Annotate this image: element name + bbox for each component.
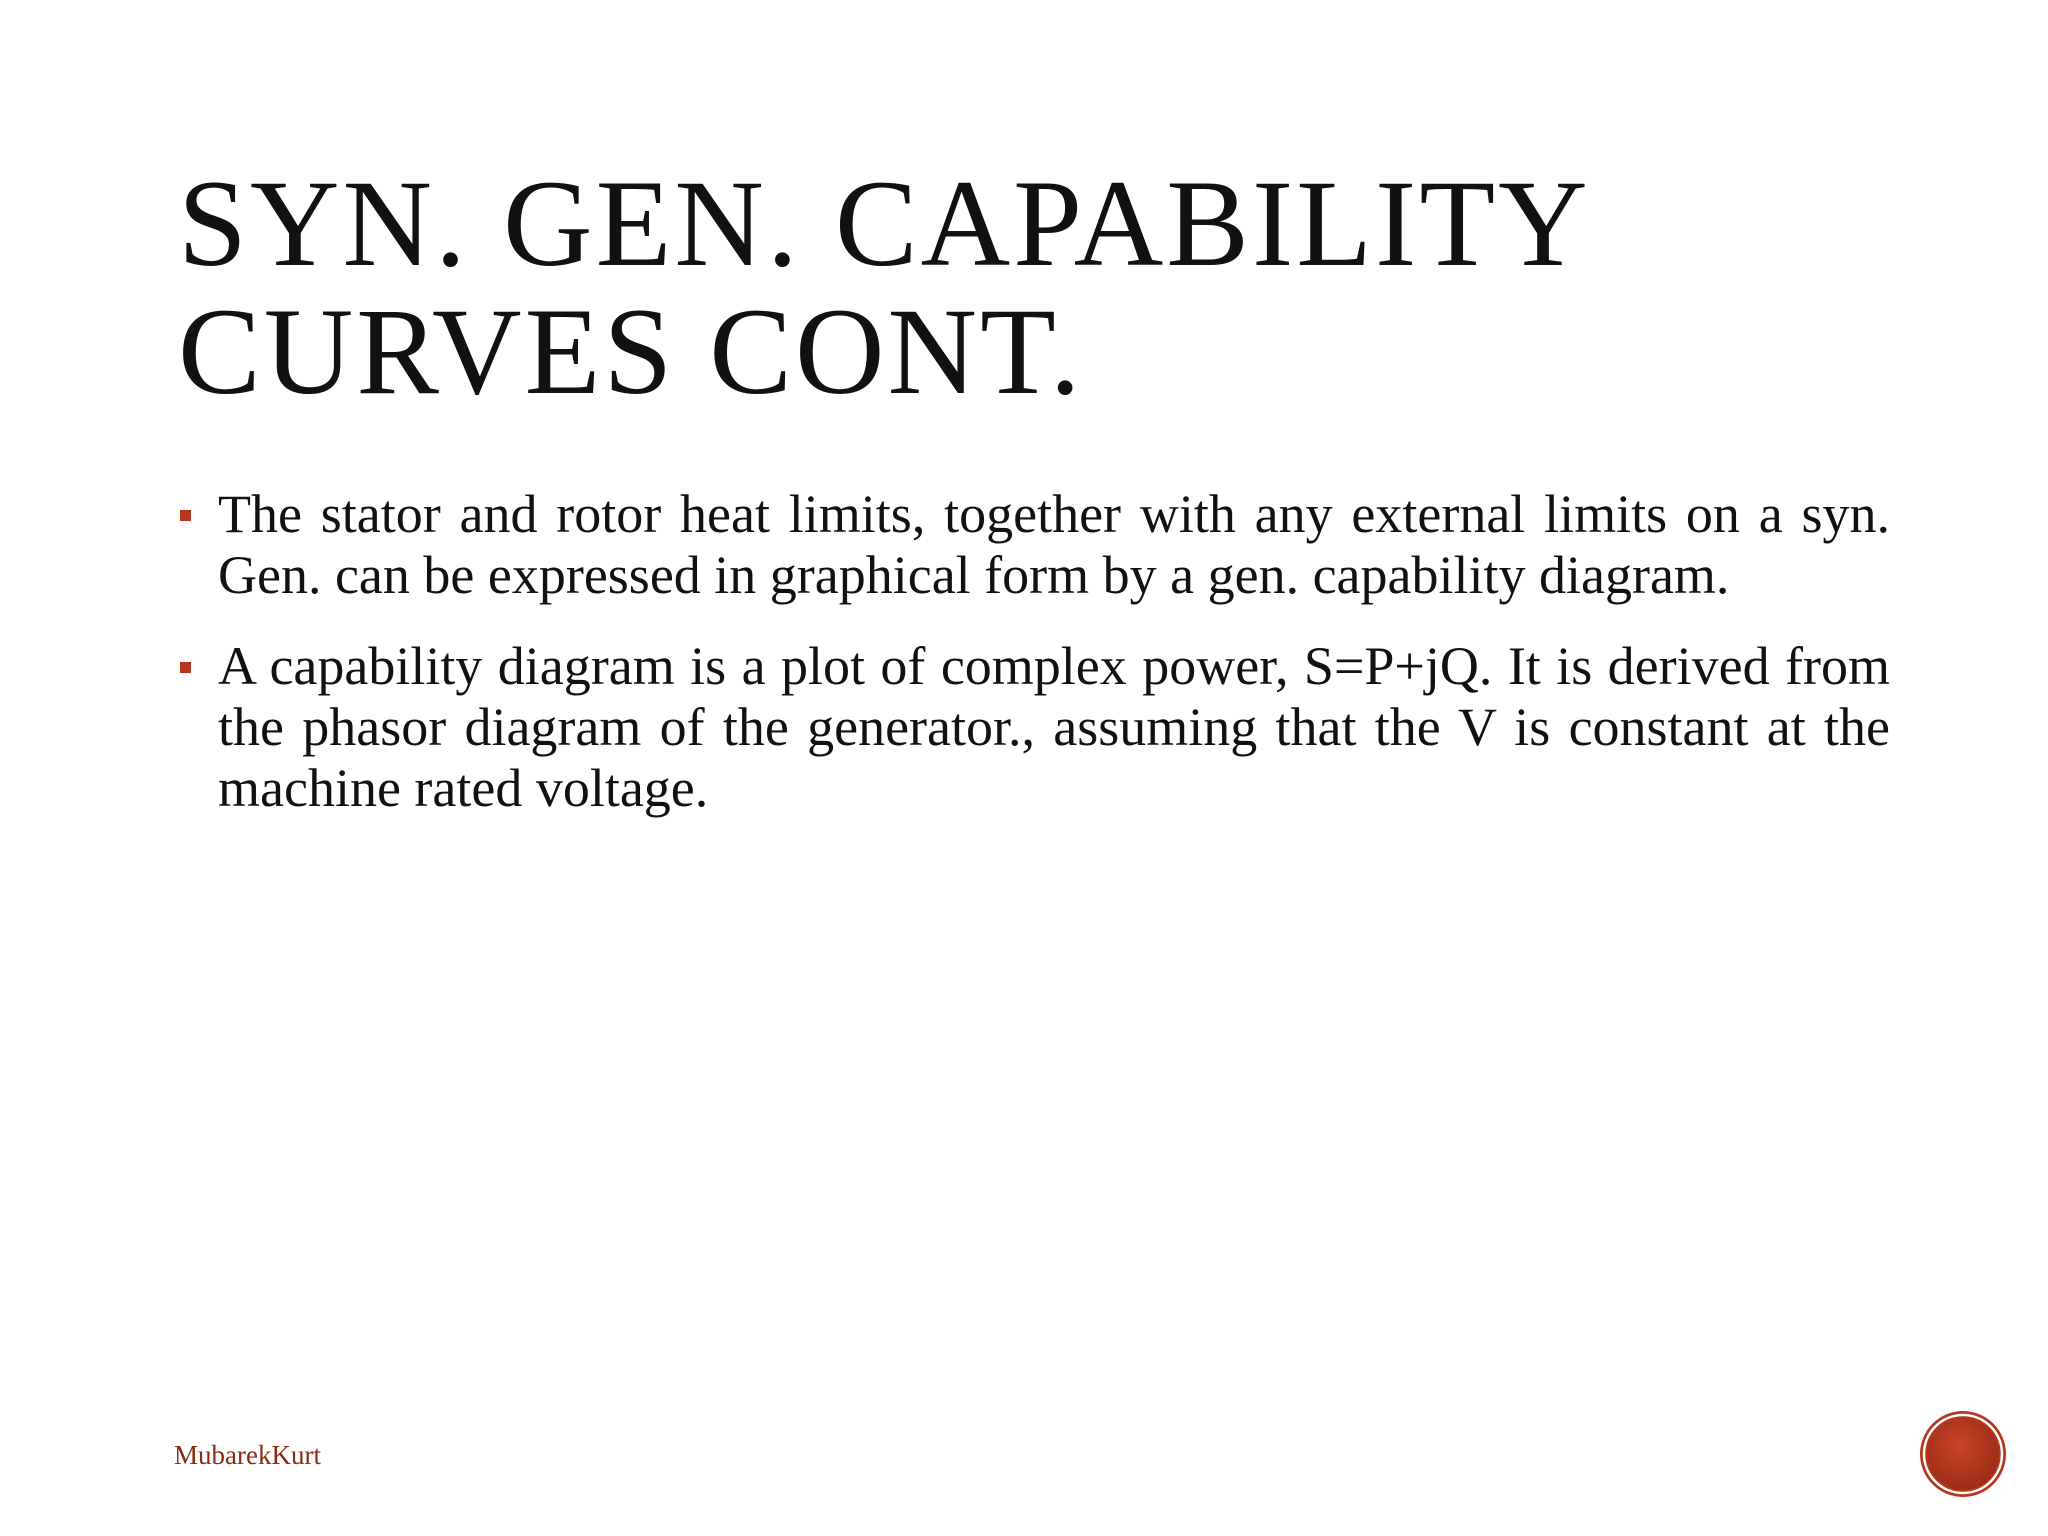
slide-title-line-2: CURVES CONT.	[178, 283, 1084, 420]
slide-title-line-1: SYN. GEN. CAPABILITY	[178, 155, 1591, 292]
square-bullet-icon	[180, 510, 191, 521]
bullet-text: A capability diagram is a plot of complex power, S=P+jQ. It is derived from the phasor diagram of the generator., assuming that the V is constant at the machine rated voltage.	[218, 636, 1890, 818]
bullet-text: The stator and rotor heat limits, together with any external limits on a syn. Gen. can be expressed in graphical form by a gen. capability diagram.	[218, 484, 1890, 605]
bullet-item	[178, 484, 1890, 606]
square-bullet-icon	[180, 662, 191, 673]
footer-author: MubarekKurt	[174, 1440, 321, 1470]
bullet-list	[178, 484, 1890, 849]
slide-title	[178, 155, 1878, 420]
bullet-item	[178, 636, 1890, 819]
slide-number-circle-icon	[1918, 1409, 2008, 1499]
